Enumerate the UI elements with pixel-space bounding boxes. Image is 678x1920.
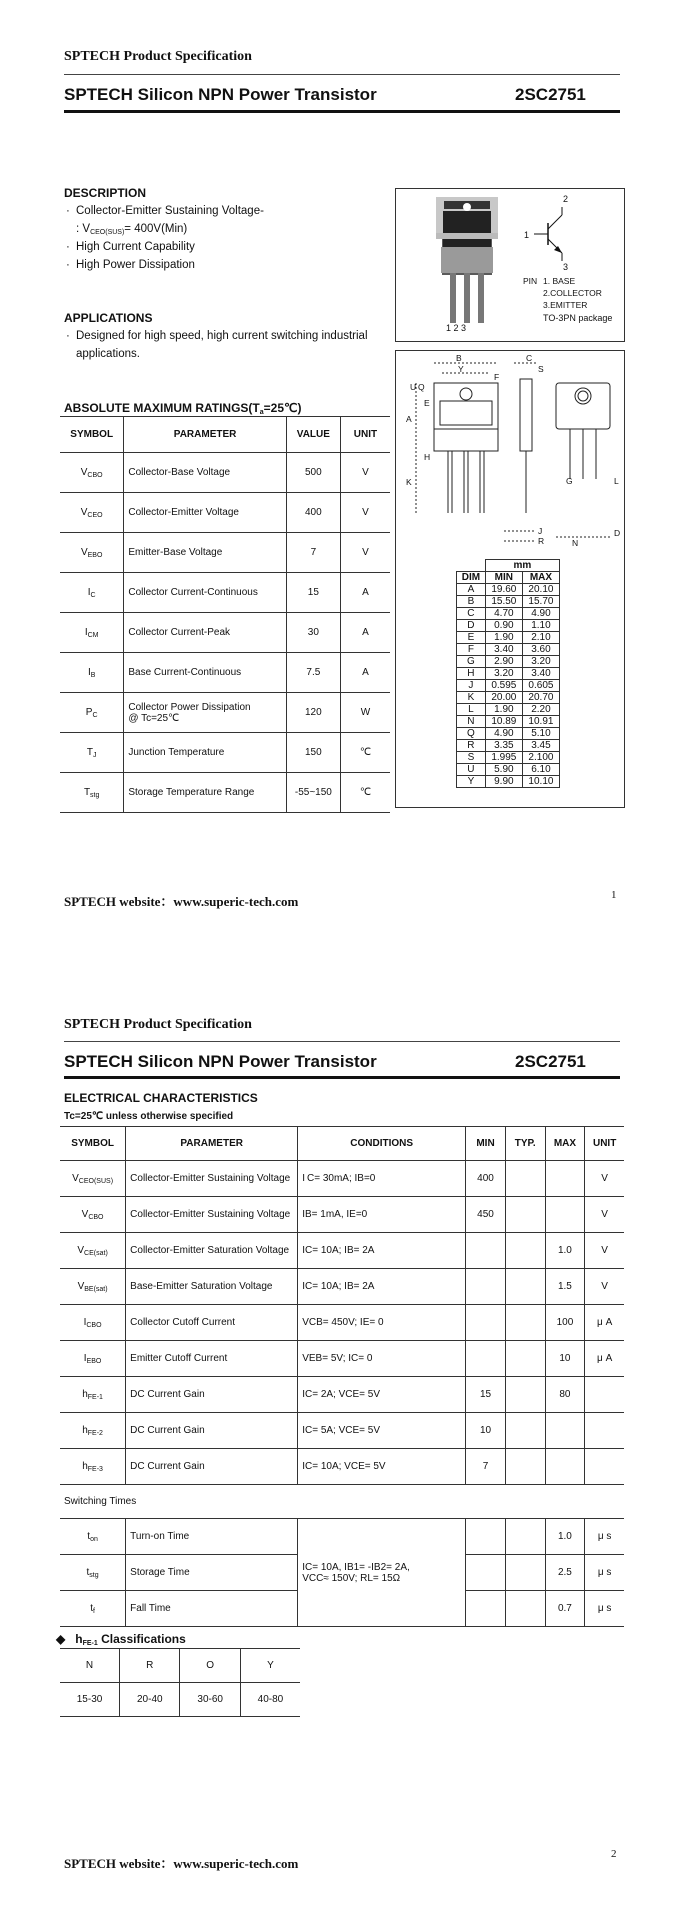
pin-numbers: 1 2 3 <box>446 323 467 333</box>
col-header: PARAMETER <box>124 417 286 453</box>
parameter-cell: DC Current Gain <box>126 1449 298 1485</box>
footer-website: SPTECH website：www.superic-tech.com <box>64 1856 299 1871</box>
unit-cell: μ s <box>585 1519 624 1555</box>
table-row <box>457 740 560 752</box>
applications-item: applications. <box>76 348 140 360</box>
min-cell <box>466 1233 506 1269</box>
conditions-cell: IC= 10A; VCE= 5V <box>298 1449 466 1485</box>
table-row <box>457 668 560 680</box>
conditions-cell: VEB= 5V; IC= 0 <box>298 1341 466 1377</box>
table-row <box>457 656 560 668</box>
max-cell: 80 <box>545 1377 585 1413</box>
value-cell: 500 <box>286 453 340 493</box>
col-header: TYP. <box>505 1127 545 1161</box>
symbol-cell: $I_{CM}$ <box>60 613 124 653</box>
class-value-cell: 40-80 <box>240 1683 300 1717</box>
symbol-cell: $I_B$ <box>60 653 124 693</box>
symbol-cell: $h_{FE-3}$ <box>60 1449 126 1485</box>
parameter-cell: Junction Temperature <box>124 733 286 773</box>
unit-cell: A <box>340 573 390 613</box>
max-cell: 0.7 <box>545 1591 585 1627</box>
symbol-cell: $V_{CEO(SUS)}$ <box>60 1161 126 1197</box>
dim-cell: G <box>457 656 486 668</box>
parameter-cell: Base-Emitter Saturation Voltage <box>126 1269 298 1305</box>
value-cell: 7 <box>286 533 340 573</box>
dim-label: N <box>572 538 579 548</box>
table-row <box>60 573 390 613</box>
abs-max-title: ABSOLUTE MAXIMUM $RATINGS(T_a=25℃)$ <box>64 401 302 416</box>
table-row <box>60 1341 624 1377</box>
unit-cell: V <box>340 453 390 493</box>
dim-cell: J <box>457 680 486 692</box>
dim-cell: 3.45 <box>522 740 559 752</box>
parameter-cell: Turn-on Time <box>126 1519 298 1555</box>
package-box <box>395 188 625 342</box>
dim-label: L <box>614 476 619 486</box>
parameter-cell: DC Current Gain <box>126 1413 298 1449</box>
table-row <box>60 1233 624 1269</box>
unit-cell <box>585 1377 624 1413</box>
min-cell: 15 <box>466 1377 506 1413</box>
dim-label: R <box>538 536 545 546</box>
symbol-cell: $t_f$ <box>60 1591 126 1627</box>
table-row <box>457 776 560 788</box>
col-header: CONDITIONS <box>298 1127 466 1161</box>
max-cell: 1.0 <box>545 1519 585 1555</box>
conditions-cell: IC= 10A; IB= 2A <box>298 1269 466 1305</box>
typ-cell <box>505 1233 545 1269</box>
dim-cell: 3.60 <box>522 644 559 656</box>
unit-cell: μ A <box>585 1305 624 1341</box>
package-name: TO-3PN package <box>543 313 613 323</box>
parameter-cell: Collector Current-Continuous <box>124 573 286 613</box>
dim-cell: 2.10 <box>522 632 559 644</box>
table-row <box>60 493 390 533</box>
conditions-cell: IC= 2A; VCE= 5V <box>298 1377 466 1413</box>
col-header: UNIT <box>585 1127 624 1161</box>
dim-cell: 3.20 <box>522 656 559 668</box>
header-rule-thick <box>64 1076 620 1079</box>
unit-cell: V <box>340 533 390 573</box>
value-cell: -55~150 <box>286 773 340 813</box>
table-row <box>60 693 390 733</box>
header-rule <box>64 1041 620 1042</box>
unit-cell: ℃ <box>340 733 390 773</box>
dim-cell: A <box>457 584 486 596</box>
table-row <box>457 632 560 644</box>
dimension-box <box>395 350 625 808</box>
parameter-cell: Collector-Emitter Voltage <box>124 493 286 533</box>
symbol-cell: $T_J$ <box>60 733 124 773</box>
min-cell <box>466 1341 506 1377</box>
min-cell <box>466 1519 506 1555</box>
value-cell: 400 <box>286 493 340 533</box>
dim-label: A <box>406 414 412 424</box>
conditions-cell: IC= 10A; IB= 2A <box>298 1233 466 1269</box>
table-row <box>457 692 560 704</box>
dim-cell: 10.10 <box>522 776 559 788</box>
description-item: · High Current Capability <box>66 241 195 253</box>
dim-cell: 9.90 <box>485 776 522 788</box>
electrical-title: ELECTRICAL CHARACTERISTICS <box>64 1091 258 1105</box>
typ-cell <box>505 1161 545 1197</box>
dim-cell: 15.50 <box>485 596 522 608</box>
table-row <box>60 653 390 693</box>
classification-table <box>60 1648 300 1717</box>
table-row <box>60 773 390 813</box>
parameter-cell: Storage Time <box>126 1555 298 1591</box>
typ-cell <box>505 1591 545 1627</box>
table-row <box>457 620 560 632</box>
parameter-cell: Fall Time <box>126 1591 298 1627</box>
unit-cell <box>585 1449 624 1485</box>
max-cell <box>545 1449 585 1485</box>
max-cell: 1.0 <box>545 1233 585 1269</box>
dim-cell: 15.70 <box>522 596 559 608</box>
dim-cell: 3.35 <box>485 740 522 752</box>
unit-cell: μ A <box>585 1341 624 1377</box>
typ-cell <box>505 1377 545 1413</box>
table-row <box>457 644 560 656</box>
symbol-cell: $h_{FE-1}$ <box>60 1377 126 1413</box>
typ-cell <box>505 1197 545 1233</box>
dim-cell: K <box>457 692 486 704</box>
unit-cell: A <box>340 613 390 653</box>
dim-cell: 0.595 <box>485 680 522 692</box>
table-row <box>60 613 390 653</box>
dim-label: Y <box>458 364 464 374</box>
dim-cell: 20.10 <box>522 584 559 596</box>
applications-item: · Designed for high speed, high current switching industrial <box>66 330 368 342</box>
parameter-cell: Collector-Base Voltage <box>124 453 286 493</box>
typ-cell <box>505 1341 545 1377</box>
parameter-cell: Collector Power Dissipation @ Tc=25℃ <box>124 693 286 733</box>
dim-cell: 4.90 <box>485 728 522 740</box>
package-outline-drawing <box>396 351 624 551</box>
symbol-cell: $P_C$ <box>60 693 124 733</box>
table-row <box>457 728 560 740</box>
spec-line: SPTECH Product Specification <box>64 49 252 64</box>
min-cell: 10 <box>466 1413 506 1449</box>
dim-cell: 20.00 <box>485 692 522 704</box>
table-row <box>457 716 560 728</box>
value-cell: 120 <box>286 693 340 733</box>
symbol-cell: $V_{CE(sat)}$ <box>60 1233 126 1269</box>
max-cell <box>545 1197 585 1233</box>
dim-cell: N <box>457 716 486 728</box>
class-header-cell: O <box>180 1649 240 1683</box>
dim-cell: E <box>457 632 486 644</box>
value-cell: 30 <box>286 613 340 653</box>
symbol-pin-label: 2 <box>563 194 569 204</box>
table-row <box>457 752 560 764</box>
dim-cell: 3.40 <box>522 668 559 680</box>
dim-label: G <box>566 476 573 486</box>
table-row <box>457 680 560 692</box>
spec-line: SPTECH Product Specification <box>64 1017 252 1032</box>
switching-title-row <box>60 1485 624 1519</box>
page-number: 1 <box>611 889 617 901</box>
classification-title: ◆ $h_{FE-1}$ Classifications <box>56 1632 186 1647</box>
table-row <box>60 1305 624 1341</box>
unit-cell: V <box>340 493 390 533</box>
table-row <box>60 1269 624 1305</box>
col-header: MAX <box>522 572 559 584</box>
table-row <box>60 1377 624 1413</box>
pin-desc: 1. BASE <box>543 276 576 286</box>
min-cell: 7 <box>466 1449 506 1485</box>
unit-cell: V <box>585 1161 624 1197</box>
value-cell: 150 <box>286 733 340 773</box>
dim-label: D <box>614 528 621 538</box>
unit-cell: V <box>585 1197 624 1233</box>
symbol-cell: $I_{CBO}$ <box>60 1305 126 1341</box>
class-header-cell: R <box>120 1649 180 1683</box>
conditions-cell: I C= 30mA; IB=0 <box>298 1161 466 1197</box>
symbol-pin-label: 1 <box>524 230 530 240</box>
typ-cell <box>505 1449 545 1485</box>
table-row <box>60 1449 624 1485</box>
col-header: MIN <box>466 1127 506 1161</box>
header-rule-thick <box>64 110 620 113</box>
dim-cell: 19.60 <box>485 584 522 596</box>
table-row <box>60 733 390 773</box>
page-title: SPTECH Silicon NPN Power Transistor <box>64 1052 377 1071</box>
description-title: DESCRIPTION <box>64 186 147 200</box>
parameter-cell: Collector-Emitter Sustaining Voltage <box>126 1161 298 1197</box>
unit-header: mm <box>485 560 559 572</box>
min-cell: 450 <box>466 1197 506 1233</box>
value-cell: 7.5 <box>286 653 340 693</box>
typ-cell <box>505 1413 545 1449</box>
symbol-cell: $V_{CBO}$ <box>60 453 124 493</box>
dim-label: Q <box>418 382 425 392</box>
dim-cell: 0.90 <box>485 620 522 632</box>
dim-cell: 2.90 <box>485 656 522 668</box>
dim-label: K <box>406 477 412 487</box>
col-header: DIM <box>457 572 486 584</box>
dim-label: F <box>494 372 500 382</box>
symbol-cell: $V_{CBO}$ <box>60 1197 126 1233</box>
switching-title: Switching Times <box>60 1485 624 1519</box>
dim-cell: 3.40 <box>485 644 522 656</box>
symbol-cell: $t_{on}$ <box>60 1519 126 1555</box>
dim-cell: 20.70 <box>522 692 559 704</box>
min-cell <box>466 1269 506 1305</box>
col-header: PARAMETER <box>126 1127 298 1161</box>
col-header: SYMBOL <box>60 1127 126 1161</box>
unit-cell: μ s <box>585 1555 624 1591</box>
max-cell: 2.5 <box>545 1555 585 1591</box>
dim-cell: Y <box>457 776 486 788</box>
dim-cell: 6.10 <box>522 764 559 776</box>
dim-cell: 4.90 <box>522 608 559 620</box>
dim-cell: 10.89 <box>485 716 522 728</box>
symbol-cell: $I_{EBO}$ <box>60 1341 126 1377</box>
dim-cell: 4.70 <box>485 608 522 620</box>
class-value-cell: 20-40 <box>120 1683 180 1717</box>
symbol-pin-label: 3 <box>563 262 569 272</box>
dim-label: E <box>424 398 430 408</box>
min-cell <box>466 1305 506 1341</box>
part-number: 2SC2751 <box>515 85 586 104</box>
conditions-cell: VCB= 450V; IE= 0 <box>298 1305 466 1341</box>
dim-cell: 1.90 <box>485 704 522 716</box>
table-row <box>457 704 560 716</box>
max-cell: 100 <box>545 1305 585 1341</box>
pin-desc: 3.EMITTER <box>543 300 588 310</box>
dim-label: B <box>456 353 462 363</box>
min-cell <box>466 1555 506 1591</box>
table-row <box>60 1197 624 1233</box>
max-cell: 10 <box>545 1341 585 1377</box>
symbol-cell: $V_{CEO}$ <box>60 493 124 533</box>
dim-cell: 1.90 <box>485 632 522 644</box>
dim-cell: 0.605 <box>522 680 559 692</box>
col-header: UNIT <box>340 417 390 453</box>
dim-cell: 2.100 <box>522 752 559 764</box>
parameter-cell: Emitter Cutoff Current <box>126 1341 298 1377</box>
dim-cell: 2.20 <box>522 704 559 716</box>
dim-label: H <box>424 452 431 462</box>
dim-cell: U <box>457 764 486 776</box>
max-cell <box>545 1413 585 1449</box>
description-item: · High Power Dissipation <box>66 259 195 271</box>
parameter-cell: DC Current Gain <box>126 1377 298 1413</box>
electrical-subtitle: Tc=25℃ unless otherwise specified <box>64 1111 234 1122</box>
dimension-table <box>456 559 560 788</box>
symbol-cell: $I_C$ <box>60 573 124 613</box>
symbol-cell: $V_{BE(sat)}$ <box>60 1269 126 1305</box>
parameter-cell: Base Current-Continuous <box>124 653 286 693</box>
typ-cell <box>505 1305 545 1341</box>
min-cell <box>466 1591 506 1627</box>
dim-cell: 5.10 <box>522 728 559 740</box>
unit-cell: W <box>340 693 390 733</box>
pin-title: PIN <box>523 276 538 286</box>
table-row <box>60 453 390 493</box>
parameter-cell: Collector-Emitter Sustaining Voltage <box>126 1197 298 1233</box>
dim-cell: 1.995 <box>485 752 522 764</box>
symbol-cell: $h_{FE-2}$ <box>60 1413 126 1449</box>
dim-label: J <box>538 526 543 536</box>
table-row <box>60 1413 624 1449</box>
datasheet-page-2 <box>0 960 678 1920</box>
dim-cell: 3.20 <box>485 668 522 680</box>
conditions-cell: IB= 1mA, IE=0 <box>298 1197 466 1233</box>
unit-cell: μ s <box>585 1591 624 1627</box>
dim-cell: L <box>457 704 486 716</box>
applications-title: APPLICATIONS <box>64 311 153 325</box>
table-row <box>60 533 390 573</box>
dim-cell: D <box>457 620 486 632</box>
parameter-cell: Emitter-Base Voltage <box>124 533 286 573</box>
dim-cell: F <box>457 644 486 656</box>
unit-cell: V <box>585 1233 624 1269</box>
dim-cell: S <box>457 752 486 764</box>
parameter-cell: Collector-Emitter Saturation Voltage <box>126 1233 298 1269</box>
max-cell: 1.5 <box>545 1269 585 1305</box>
abs-max-table <box>60 416 390 813</box>
parameter-cell: Storage Temperature Range <box>124 773 286 813</box>
dim-cell: H <box>457 668 486 680</box>
conditions-cell: IC= 5A; VCE= 5V <box>298 1413 466 1449</box>
table-row <box>457 596 560 608</box>
class-value-cell: 15-30 <box>60 1683 120 1717</box>
page-number: 2 <box>611 1848 617 1860</box>
col-header: MAX <box>545 1127 585 1161</box>
symbol-cell: $T_{stg}$ <box>60 773 124 813</box>
table-row <box>60 1519 624 1555</box>
dim-cell: 10.91 <box>522 716 559 728</box>
typ-cell <box>505 1519 545 1555</box>
pin-desc: 2.COLLECTOR <box>543 288 602 298</box>
dim-label: U <box>410 382 417 392</box>
unit-cell: V <box>585 1269 624 1305</box>
col-header: VALUE <box>286 417 340 453</box>
electrical-table <box>60 1126 624 1627</box>
dim-cell: Q <box>457 728 486 740</box>
unit-cell: ℃ <box>340 773 390 813</box>
col-header: MIN <box>485 572 522 584</box>
page-title: SPTECH Silicon NPN Power Transistor <box>64 85 377 104</box>
unit-cell <box>585 1413 624 1449</box>
description-item: · Collector-Emitter Sustaining Voltage- <box>66 205 264 217</box>
table-row <box>60 1161 624 1197</box>
dim-cell: R <box>457 740 486 752</box>
dim-cell: C <box>457 608 486 620</box>
part-number: 2SC2751 <box>515 1052 586 1071</box>
max-cell <box>545 1161 585 1197</box>
col-header: SYMBOL <box>60 417 124 453</box>
typ-cell <box>505 1555 545 1591</box>
min-cell: 400 <box>466 1161 506 1197</box>
class-header-cell: Y <box>240 1649 300 1683</box>
dim-cell: B <box>457 596 486 608</box>
typ-cell <box>505 1269 545 1305</box>
symbol-cell: $V_{EBO}$ <box>60 533 124 573</box>
symbol-cell: $t_{stg}$ <box>60 1555 126 1591</box>
dim-cell: 1.10 <box>522 620 559 632</box>
unit-cell: A <box>340 653 390 693</box>
table-row <box>457 764 560 776</box>
value-cell: 15 <box>286 573 340 613</box>
parameter-cell: Collector Current-Peak <box>124 613 286 653</box>
table-row <box>457 584 560 596</box>
header-rule <box>64 74 620 75</box>
description-item: : $V_{CEO(SUS)}= 400V(Min)$ <box>76 223 188 236</box>
class-value-cell: 30-60 <box>180 1683 240 1717</box>
footer-website: SPTECH website：www.superic-tech.com <box>64 894 299 909</box>
dim-label: S <box>538 364 544 374</box>
dim-label: C <box>526 353 533 363</box>
dim-cell: 5.90 <box>485 764 522 776</box>
parameter-cell: Collector Cutoff Current <box>126 1305 298 1341</box>
conditions-cell: IC= 10A, IB1= -IB2= 2A, VCC≈ 150V; RL= 15Ω <box>298 1519 466 1627</box>
class-header-cell: N <box>60 1649 120 1683</box>
table-row <box>457 608 560 620</box>
